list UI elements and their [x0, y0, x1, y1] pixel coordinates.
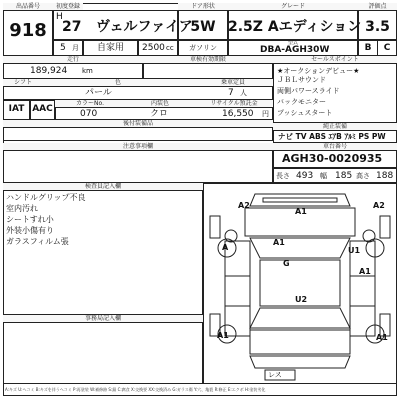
rear-gate-icon: [250, 330, 350, 354]
recycle-unit: 円: [262, 110, 269, 118]
inspection-note-4: 外装小傷有り: [6, 226, 54, 235]
mileage-box: [3, 63, 143, 79]
inspection-note-5: ガラスフィルム張: [6, 237, 69, 246]
model-type-header: 型式: [287, 40, 298, 46]
width: 185: [335, 171, 353, 181]
inspection-exp-box: [143, 63, 273, 79]
recycle-header: リサイクル預託金: [195, 100, 273, 107]
grade: 2.5Z Aエディション: [228, 19, 362, 35]
mark-a2-right: A2: [373, 201, 385, 210]
year: 27: [62, 19, 82, 35]
fuel: ガソリン: [189, 44, 217, 52]
selling-point-5: プッシュスタート: [277, 109, 333, 117]
mark-a2-left: A2: [238, 201, 250, 210]
selling-point-4: バックモニター: [277, 98, 326, 106]
recycle-fee: 16,550: [222, 109, 254, 119]
color-no: 070: [80, 109, 98, 119]
selling-point-1: ★オークションデビュー★: [277, 67, 360, 75]
door-type: 5W: [190, 19, 216, 35]
int-score: B: [364, 43, 372, 53]
ext-score: C: [383, 43, 391, 53]
interior-color: クロ: [150, 109, 169, 119]
interior-header: 内装色: [125, 100, 195, 107]
front-left-tire-icon: [210, 216, 220, 238]
width-label: 幅: [320, 172, 327, 180]
height-label: 高さ: [356, 172, 370, 180]
caution-box: [3, 150, 273, 183]
length-label: 長さ: [276, 172, 290, 180]
inspection-exp-header: 車検有効期限: [143, 56, 273, 63]
cc-unit: cc: [166, 44, 174, 52]
inspection-note-3: シートすれ小: [6, 215, 54, 224]
windshield-icon: [250, 238, 350, 258]
seating-header: 乗車定員: [193, 79, 273, 86]
inspection-note-2: 室内汚れ: [6, 204, 38, 213]
mileage: 189,924: [30, 66, 68, 76]
chassis-header: 車台番号: [273, 143, 397, 150]
selling-point-2: ＪＢＬサウンド: [277, 76, 326, 84]
mark-a1-br: A1: [376, 333, 388, 342]
mileage-unit: km: [82, 67, 93, 75]
displacement: 2500: [142, 43, 165, 53]
selling-points-header: セールスポイント: [273, 56, 397, 63]
ac: AAC: [32, 104, 53, 114]
lot-no: 918: [9, 20, 47, 41]
month: 5: [60, 43, 66, 53]
use-type: 自家用: [96, 43, 124, 53]
footer-legend: A:キズ U:へコミ B:キズを伴うへコミ P:再塗装 W:補修跡 S:錆 C:腐食 X:交換要 XX:交換済み G:ガラス傷 Y:穴、亀裂 R:修正 E:エクボ H:塗装劣化: [5, 387, 266, 392]
height: 188: [376, 171, 394, 181]
grade-header: グレード: [228, 3, 358, 10]
equipment-list: ナビ TV ABS ｴｱB ｱﾙﾐ PS PW: [278, 132, 386, 141]
stamp: レス: [268, 371, 282, 379]
mark-a1-right: A1: [359, 267, 371, 276]
model-code: DBA-AGH30W: [260, 45, 330, 55]
car-name: ヴェルファイア: [96, 19, 193, 35]
seats: 7: [228, 88, 234, 98]
era: H: [56, 12, 63, 22]
transmission: IAT: [8, 104, 25, 114]
aftermarket-box: [3, 127, 273, 141]
mark-g: G: [283, 259, 290, 268]
front-bumper-icon: [250, 194, 350, 206]
inspection-header: 検査員記入欄: [3, 183, 203, 190]
door-header: ドア形状: [178, 3, 228, 10]
color: パール: [85, 88, 112, 98]
mark-a-left: A: [222, 243, 229, 252]
left-side-icon: [225, 241, 250, 336]
grille-icon: [263, 198, 337, 202]
front-right-tire-icon: [380, 216, 390, 238]
inspection-note-1: ハンドルグリップ不良: [6, 193, 86, 202]
lot-no-header: 出品番号: [3, 3, 53, 10]
mark-a1-bl: A1: [217, 331, 229, 340]
mark-u2: U2: [295, 295, 308, 304]
color-header: 色: [43, 79, 193, 86]
rear-window-icon: [250, 308, 350, 328]
chassis-no: AGH30-0020935: [282, 152, 383, 165]
mark-a1-top: A1: [295, 207, 307, 216]
rear-bumper-icon: [250, 356, 350, 368]
right-side-icon: [350, 241, 375, 336]
prep-box: [3, 322, 203, 384]
month-unit: 月: [72, 44, 79, 52]
aftermarket-header: 後付装備品: [3, 120, 273, 127]
mark-a1-mid: A1: [273, 238, 285, 247]
caution-header: 注意事項欄: [3, 143, 273, 150]
score: 3.5: [365, 19, 390, 35]
mileage-header: 走行: [3, 56, 143, 63]
color-no-header: カラーNo.: [55, 100, 125, 107]
length: 493: [296, 171, 314, 181]
equipment-header: 純正装備: [273, 123, 397, 130]
prep-header: 事務局記入欄: [3, 315, 203, 322]
selling-point-3: 両側パワースライド: [277, 87, 340, 95]
mark-u1: U1: [348, 246, 361, 255]
year-header: 初度登録: [53, 3, 83, 10]
seats-unit: 人: [240, 89, 247, 97]
score-header: 評価点: [358, 3, 397, 10]
drive-header: シフト: [3, 79, 43, 86]
